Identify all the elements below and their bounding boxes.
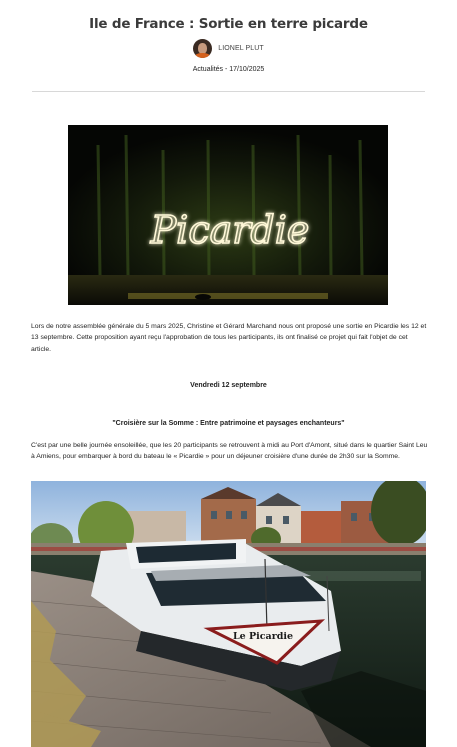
section-heading: "Croisière sur la Somme : Entre patrimoine et paysages enchanteurs" [112, 420, 345, 427]
day-heading: Vendredi 12 septembre [190, 382, 267, 389]
author-name[interactable]: LIONEL PLUT [218, 45, 264, 52]
intro-paragraph: Lors de notre assemblée générale du 5 mars 2025, Christine et Gérard Marchand nous ont proposé une sortie en Picardie les 12 et 13 septembre. Cette proposition ayant reçu l'approbation de tous les participants, ils ont finalisé ce projet qui fait l'objet de cet article. [31, 323, 427, 353]
avatar[interactable] [193, 39, 212, 58]
neon-sign-text: Picardie [150, 208, 310, 252]
divider [32, 91, 425, 92]
hero-image [68, 125, 388, 305]
author-byline[interactable] [0, 39, 457, 58]
body-paragraph: C'est par une belle journée ensoleillée, que les 20 participants se retrouvent à midi au Port d'Amont, situé dans le quartier Saint Leu à Amiens, pour embarquer à bord du bateau le « Picardie » pour un déjeuner croisière d'une durée de 2h30 sur la Somme. [31, 442, 428, 461]
boat-sign-text: Le Picardie [232, 631, 294, 642]
article-title: Ile de France : Sortie en terre picarde [89, 16, 368, 32]
article-meta: Actualités - 17/10/2025 [192, 66, 265, 73]
boat-photo [31, 481, 426, 747]
